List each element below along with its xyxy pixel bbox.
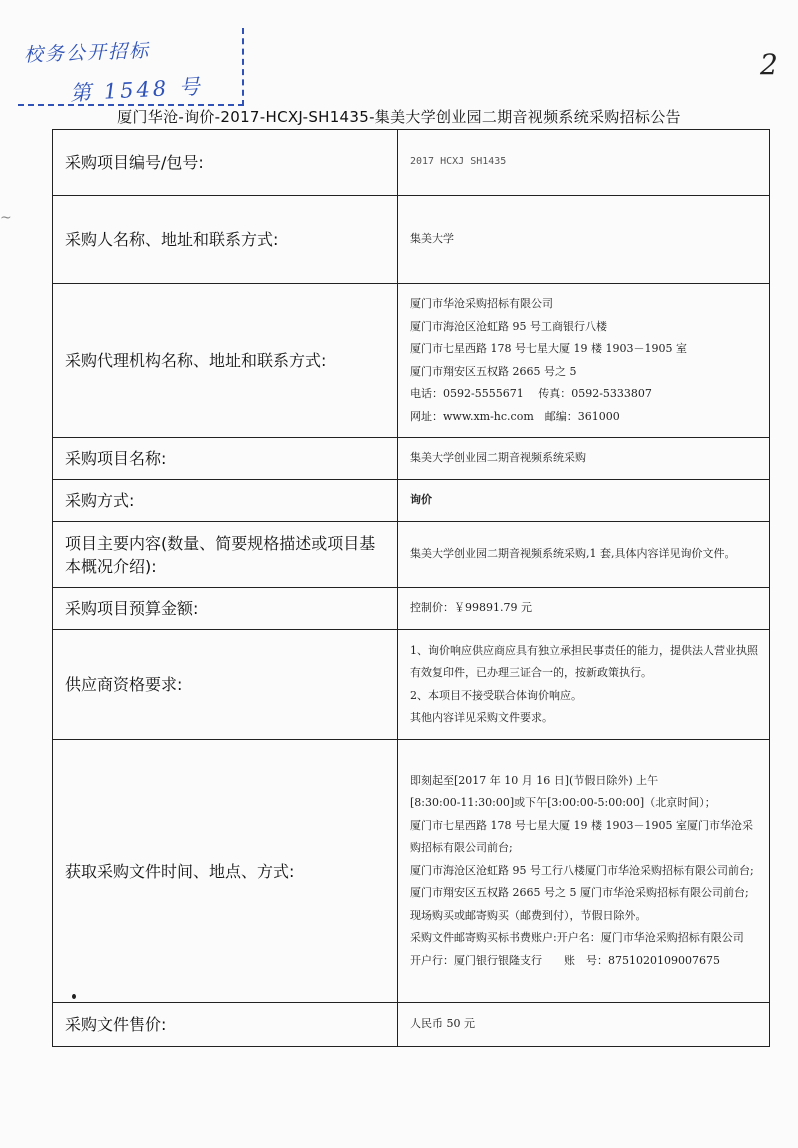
- table-row: [53, 740, 770, 1003]
- table-row: [53, 588, 770, 630]
- row-label: 采购项目编号/包号:: [53, 130, 398, 196]
- table-row: [53, 284, 770, 438]
- row-value-line: 厦门市翔安区五权路 2665 号之 5: [410, 364, 577, 378]
- table-row: [53, 130, 770, 196]
- row-value-line: 厦门市翔安区五权路 2665 号之 5 厦门市华沧采购招标有限公司前台;现场购买或邮寄购买（邮费到付），节假日除外。: [410, 886, 749, 922]
- row-value-line: [8:30:00-11:30:00]或下午[3:00:00-5:00:00]（北京时间）；: [410, 796, 716, 810]
- agency-value: [398, 284, 770, 438]
- row-value-line: 网址：www.xm-hc.com 邮编：361000: [410, 409, 620, 423]
- table-row: [53, 630, 770, 740]
- margin-mark: ~: [0, 210, 12, 226]
- table-row: [53, 522, 770, 588]
- row-value-line: 开户行：厦门银行银隆支行 账 号：8751020109007675: [410, 953, 720, 967]
- row-label: 项目主要内容(数量、简要规格描述或项目基本概况介绍):: [53, 522, 398, 588]
- stamp-number: 第 1548 号: [69, 74, 204, 106]
- row-value-line: 厦门市七星西路 178 号七星大厦 19 楼 1903－1905 室厦门市华沧采购招标有限公司前台;: [410, 818, 753, 855]
- row-value-line: 厦门市华沧采购招标有限公司: [410, 297, 553, 310]
- table-row: [53, 1003, 770, 1047]
- price-value: [398, 1003, 770, 1047]
- qualification-value: [398, 630, 770, 740]
- row-value-line: 电话：0592-5555671 传真：0592-5333807: [410, 387, 652, 400]
- table-row: [53, 480, 770, 522]
- row-value-line: 厦门市海沧区沧虹路 95 号工商银行八楼: [410, 319, 607, 333]
- row-value-line: 2、本项目不接受联合体询价响应。: [410, 688, 582, 702]
- row-label: 获取采购文件时间、地点、方式:: [53, 740, 398, 1003]
- row-value-line: 集美大学: [410, 232, 454, 246]
- row-value-line: 厦门市海沧区沧虹路 95 号工行八楼厦门市华沧采购招标有限公司前台;: [410, 863, 754, 877]
- row-label: 采购代理机构名称、地址和联系方式:: [53, 284, 398, 438]
- project-name-value: [398, 438, 770, 480]
- row-value-line: 集美大学创业园二期音视频系统采购,1 套,具体内容详见询价文件。: [410, 547, 736, 561]
- row-label: 采购项目预算金额:: [53, 588, 398, 630]
- budget-value: [398, 588, 770, 630]
- row-label: 供应商资格要求:: [53, 630, 398, 740]
- stamp-title: 校务公开招标: [23, 39, 151, 67]
- ink-dot: [72, 994, 76, 999]
- notice-table: [52, 129, 770, 1047]
- row-value-line: 其他内容详见采购文件要求。: [410, 711, 553, 724]
- row-label: 采购项目名称:: [53, 438, 398, 480]
- row-label: 采购人名称、地址和联系方式:: [53, 196, 398, 284]
- table-row: [53, 438, 770, 480]
- method-value: [398, 480, 770, 522]
- content-value: [398, 522, 770, 588]
- row-label: 采购文件售价:: [53, 1003, 398, 1047]
- row-value-line: 人民币 50 元: [410, 1017, 475, 1031]
- project-code-value: [398, 130, 770, 196]
- row-value-line: 集美大学创业园二期音视频系统采购: [410, 451, 586, 465]
- row-value-line: 2017 HCXJ SH1435: [410, 156, 507, 168]
- page-number: 2: [760, 48, 778, 81]
- doc-title: 厦门华沧-询价-2017-HCXJ-SH1435-集美大学创业园二期音视频系统采购招标公告: [117, 108, 681, 126]
- row-value-line: 采购文件邮寄购买标书费账户:开户名：厦门市华沧采购招标有限公司: [410, 931, 744, 945]
- row-label: 采购方式:: [53, 480, 398, 522]
- table-row: [53, 196, 770, 284]
- purchaser-value: [398, 196, 770, 284]
- row-value-line: 控制价：￥99891.79 元: [410, 601, 532, 615]
- row-value-line: 询价: [410, 493, 432, 507]
- document-acquisition-value: [398, 740, 770, 1003]
- row-value-line: 厦门市七星西路 178 号七星大厦 19 楼 1903－1905 室: [410, 342, 687, 355]
- row-value-line: 1、询价响应供应商应具有独立承担民事责任的能力，提供法人营业执照有效复印件，已办理三证合一的，按新政策执行。: [410, 643, 758, 679]
- row-value-line: 即刻起至[2017 年 10 月 16 日](节假日除外) 上午: [410, 773, 659, 787]
